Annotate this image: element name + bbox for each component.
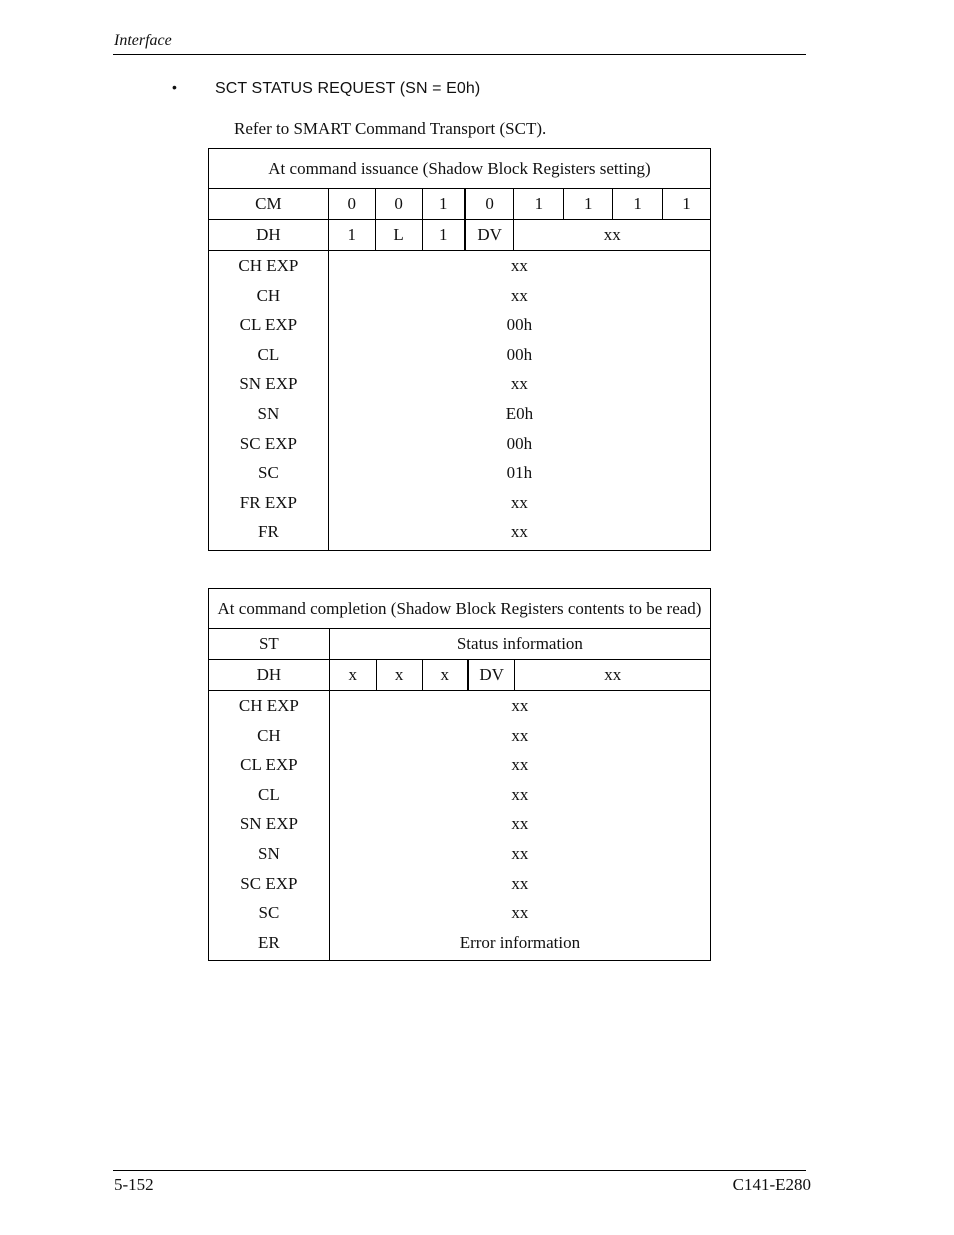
st-label: ST (209, 629, 330, 660)
issuance-caption: At command issuance (Shadow Block Registers setting) (209, 149, 711, 189)
register-value: xx (511, 814, 529, 834)
register-value: E0h (505, 403, 534, 423)
bullet-mark: • (172, 79, 177, 95)
register-values (328, 251, 710, 551)
dh-bit7: 1 (328, 220, 375, 251)
register-names (209, 251, 329, 551)
register-name: CH (256, 285, 281, 305)
dh-label: DH (209, 220, 329, 251)
register-name: SC EXP (240, 873, 298, 893)
issuance-table (208, 148, 711, 551)
register-name: SN (257, 403, 280, 423)
dh-bit5: 1 (422, 220, 465, 251)
section-title: SCT STATUS REQUEST (SN = E0h) (215, 80, 481, 97)
register-value: xx (511, 784, 529, 804)
register-names (209, 691, 330, 961)
document-id: C141-E280 (732, 1175, 811, 1194)
register-value: xx (510, 256, 528, 275)
register-name: CL EXP (240, 755, 298, 775)
dh-bit6: x (376, 660, 422, 691)
completion-caption: At command completion (Shadow Block Registers contents to be read) (209, 589, 711, 629)
cm-bit: 1 (422, 189, 465, 220)
register-value: xx (511, 873, 529, 893)
register-value: xx (511, 843, 529, 863)
register-value: xx (510, 522, 528, 542)
register-name: SN EXP (239, 814, 298, 834)
register-value: xx (510, 285, 528, 305)
register-name: SC (258, 903, 280, 923)
cm-bit: 0 (375, 189, 422, 220)
register-name: CL (258, 784, 280, 804)
dh-bit4: DV (468, 660, 515, 691)
register-values (329, 691, 710, 961)
running-header: Interface (114, 32, 172, 49)
cm-label: CM (209, 189, 329, 220)
register-name: CH EXP (238, 256, 299, 275)
register-name: CL (257, 344, 280, 364)
register-name: CH EXP (238, 696, 299, 715)
page-number: 5-152 (114, 1175, 154, 1194)
register-name: FR EXP (239, 492, 297, 512)
register-value: 01h (506, 463, 533, 483)
st-value: Status information (329, 629, 710, 660)
register-name: ER (258, 932, 280, 952)
completion-table (208, 588, 711, 961)
cm-bit: 1 (613, 189, 663, 220)
register-name: SN EXP (239, 374, 298, 394)
register-value: xx (510, 374, 528, 394)
header-rule (113, 54, 806, 55)
register-value: 00h (506, 344, 533, 364)
register-name: SC (257, 463, 279, 483)
register-value: Error information (459, 932, 581, 952)
dh-bit7: x (329, 660, 376, 691)
register-value: xx (511, 903, 529, 923)
dh-bit6: L (375, 220, 422, 251)
register-name: FR (257, 522, 279, 542)
dh-bit5: x (422, 660, 468, 691)
intro-text: Refer to SMART Command Transport (SCT). (234, 119, 547, 138)
register-value: xx (511, 755, 529, 775)
register-name: SN (258, 843, 280, 863)
dh-bit4: DV (465, 220, 514, 251)
dh-low-bits: xx (514, 220, 711, 251)
dh-low-bits: xx (515, 660, 711, 691)
register-value: 00h (506, 315, 533, 335)
register-name: SC EXP (239, 433, 297, 453)
register-name: CL EXP (239, 315, 298, 335)
footer-rule (113, 1170, 806, 1171)
cm-bit: 0 (328, 189, 375, 220)
register-name: CH (257, 725, 281, 745)
cm-bit: 1 (564, 189, 613, 220)
register-value: xx (511, 696, 529, 715)
register-value: 00h (506, 433, 533, 453)
dh-label: DH (209, 660, 330, 691)
cm-bit: 0 (465, 189, 514, 220)
cm-bit: 1 (663, 189, 711, 220)
register-value: xx (511, 725, 529, 745)
register-value: xx (510, 492, 528, 512)
cm-bit: 1 (514, 189, 564, 220)
